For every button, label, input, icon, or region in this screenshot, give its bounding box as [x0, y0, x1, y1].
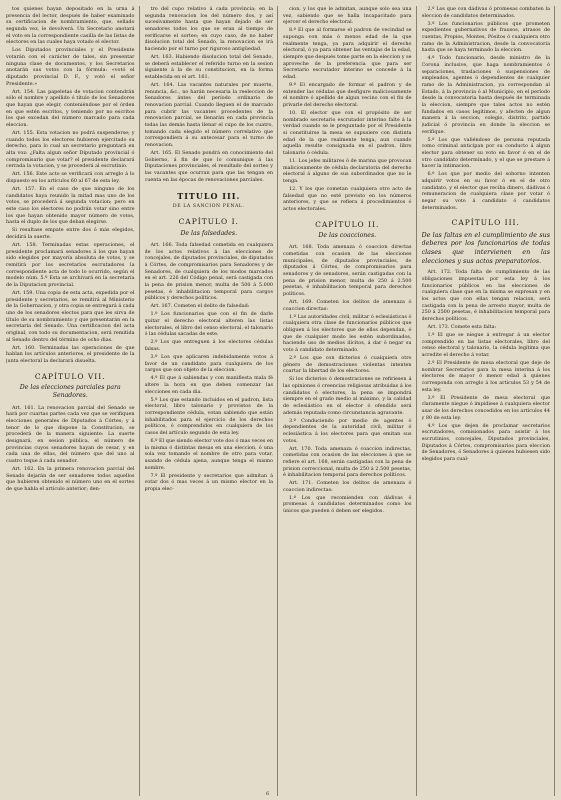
paragraph: 11. Los jefes militares ó de marina que provocan maliciosamente de cédula declaratoria del derecho electoral á alguno de sus subordinados que no le tenga. [283, 157, 412, 184]
paragraph: 1.º El que se niegue á entregar á un elector comprendido en las listas electorales, libro del censo electoral y talonario, la cédula legítima que acredite el derecho á votar. [421, 331, 550, 358]
paragraph: Art. 172. Toda falta de cumplimiento de las obligaciones impuestas por esta ley á los funcionarios públicos en las elecciones de cualquiera clase que en la misma se expresan y en los actos que con ellas tengan relacion, será castigada con la pena de arresto mayor, multa de 250 á 2500 pesetas, é inhabilitacion temporal para derechos políticos. [421, 269, 550, 323]
paragraph: Art. 171. Cometen los delitos de amenaza ó coaccion indirectas: [283, 480, 412, 493]
paragraph: 2.º Los que con dicterios ó cualquiera otro género de demostraciones violentas intenten coartar la libertad de los electores. [283, 354, 412, 375]
paragraph: Los Diputados provinciales y el Presidente votarán con el carácter de tales, sin presentar ninguna clase de documentos, y los Secretarios anotarán sus votos con la fórmula: «votó el diputado provincial D. F., y votó el señor Presidente.» [6, 47, 135, 87]
chapter-heading: CAPÍTULO II. [315, 219, 380, 229]
paragraph: 6.º Los que por medio del soborno intenten adquirir votos en su favor ó en el de otro candidato, y el elector que reciba dinero, dádivas ó remuneracion de cualquiera clase por votar ó negar su voto á candidato ó candidatos determinados. [421, 171, 550, 211]
paragraph: 4.º Todo funcionario, desde ministro de la Corona inclusive, que haga nombramientos ó separaciones, traslaciones ó suspensiones de empleados, agentes ó dependientes de cualquier ramo de la Administracion, ya correspondan al Estado, á la provincia ó al Municipio, en el período desde la convocatoria hasta después de terminada la eleccion, siempre que tales actos no estén fundados en casos legítimos, y afecten de algun manera á la seccion, colegio, distrito, partido judicial ó provincia en donde la eleccion se verifique. [421, 55, 550, 135]
paragraph: Art. 159. Una copia de esta acta, expedida por el presidente y secretarios, se remitirá al Ministerio de la Gobernacion, y otra copia se entregará á cada uno de los senadores electos para que les sirva de título de su nombramiento y que presentarán en la secretaría del Senado. Una certificacion del acta original, con todo su documentacion, será remitida al Senado dentro del término de ocho dias. [6, 289, 135, 343]
paragraph: 1.º Las autoridades civil, militar ó eclesiásticas ó cualquiera otra clase de funcionarios públicos que obliguen á los electores que de ellos dependan, ó que de cualquier modo les estén subordinados, haciendo uso de medios ilícitos, á dar ó negar su voto á candidato determinado. [283, 313, 412, 353]
paragraph: 1.º Los funcionarios que con el fin de darle quitar el derecho electoral alteren las listas electorales, el libro del censo electoral, el talonario ó las cédulas sacadas de este. [144, 311, 273, 338]
paragraph: Art. 157. En el caso de que ninguno de los candidatos haya reunido la mitad mas uno de los votos, se procederá á segunda votacion; pero en este caso los electores no podrán votar sino entre los que hayan obtenido mayor número de votos, hasta el duplo de los que deban elegirse. [6, 185, 135, 226]
paragraph: cion, y los que le admitan, aunque solo sea una vez, sabiendo que se halla incapacitado para ejercer el derecho electoral. [283, 6, 412, 26]
text-column-2 [145, 6, 279, 796]
paragraph: Art. 154. Las papeletas de votacion contendrán sólo el nombre y apellido ó título de los Senadores que hayan que elegir, conteniéndose por el órden en que estén escritos, y teniendo por no escritos los que excedan del número marcado para cada eleccion. [6, 88, 135, 129]
paragraph: Art. 165. El Senado pondrá en conocimiento del Gobierno, á fin de que lo comunique á las Diputaciones provinciales, el resultado del sorteo y las vacantes que ocurran para que las tengan en cuenta en las épocas de renovaciones parciales. [144, 150, 273, 183]
chapter-heading: CAPÍTULO III. [451, 218, 520, 228]
chapter-title: De las faltas en el cumplimiento de sus deberes por los funcionarios de todas clases que intervienen en las elecciones y sus actos preparatorios. [421, 230, 550, 265]
paragraph: Art. 170. Toda amenaza ó coaccion indirectas, cometidas con ocasion de las elecciones á que se refiere el art. 168, serán castigadas con la pena de prision correccional, multa de 250 á 2.500 pesetas, é inhabilitacion temporal para derechos políticos. [283, 445, 412, 479]
paragraph: Art. 160. Terminadas las operaciones de que hablan los artículos anteriores, el presidente de la junta electoral la declarará disuelta. [6, 344, 135, 364]
text-column-1 [6, 6, 140, 796]
paragraph: Art. 169. Cometen los delitos de amenaza ó coaccion directas: [283, 298, 412, 312]
paragraph: Si resultase empate entre dos ó más elegidos, decidirá la suerte. [6, 227, 135, 240]
paragraph: 6.º El que siendo elector vote dos ó mas veces en la misma ó distintas mesas en una eleccion, ó una sola vez tomando el nombre de otro para votar, usando de cédula ajena, aunque tenga el mismo nombre. [144, 437, 273, 471]
paragraph: 10. El elector que con el propósito de ser nombrado secretario escrutador interino falte á la verdad cuando se le preguntado por el Presidente si constituirse la mesa se supusiere con distinta edad de la que realmente tenga, aun cuando aquella resulte consignada en el padron, libro talonario ó cédula. [283, 109, 412, 156]
paragraph: Art. 164. Las vacantes naturales por muerte, renuncia, &c., no harán necesaria la reeleccion de Senadores ántes del período ordinario de renovacion parcial. Cuando lleguen el de marcado para cubrir las vacantes procedentes de la renovacion parcial, se llenarán en cada provincia todas las demás hasta llenar el cupo de los cuatro, tomando cada elegido el número correlativo que correspondiera á su antecesar para el turno de renovacion. [144, 81, 273, 149]
paragraph: 3.º Los funcionarios públicos que prometen expedientes gubernativos de frausos, atrasos de cuentas, Propios, Montes, Pósitos ó cualquiera otro ramo de la Administracion, desde la convocatoria hasta que se haya terminado la eleccion. [421, 20, 550, 54]
paragraph: 4.º El que á sabiendas y con manifiesta mala fé altere la hora en que deben comenzar las elecciones en cada dia. [144, 375, 273, 395]
text-column-4 [422, 6, 556, 796]
chapter-heading: CAPÍTULO VII. [34, 371, 106, 381]
paragraph: Art. 156. Este acto se verificará con arreglo á lo dispuesto en los artículos 60 al 67 de esta ley. [6, 171, 135, 184]
section-subtitle: DE LA SANCION PENAL. [172, 204, 245, 210]
paragraph: 4.º Los que dejen de proclamar secretarios escrutadores, comisionados para asistir á los escrutinios, concejales, Diputados provinciales, Diputados á Córtes, compromisarios para eleccion de Senadores, ó Senadores á quienes hubiesen sido elegidos para cual- [421, 422, 550, 462]
paragraph: Art. 162. En la primera renovacion parcial del Senado dejarán de ser senadores todos aquellos que hubieren obtenido el número uno en el sorteo de que habla el artículo anterior; den- [6, 465, 135, 492]
paragraph: tro del cupo relativo á cada provincia; en la segunda renovacion los del número dos, y así sucesivamente hasta que hayan dejado de ser senadores todos los que se eran al tiempo de verificarse el sorteo; en cuyo caso, de no haber disolucion total del Senado, la renovacion se irá haciendo por el turno por riguroso antigüedad. [144, 6, 273, 53]
chapter-title: De las coacciones. [318, 231, 377, 239]
paragraph: 8.º El que al formarse el padron de vecindad se suponga con más ó menos edad de la que realmente tenga, ya para adquirir el derecho electoral, ó ya para obtener las ventajas de la edad, siempre que después tome parte en la eleccion y se aproveche de la preferencia que para ser Secretario escrutador interino se concede á la edad. [283, 27, 412, 81]
paragraph: 2.º Los que entreguen á los electores cédulas falsas. [144, 339, 273, 353]
paragraph: Si los dicterios ó demostraciones se refiriesen á las opiniones ó creencias religiosas atribuidas á los candidatos ó electores, la pena se impondrá siempre en el grado medio al máximo, y la calidad de eclesiástico en el elector ó ofendido será además reputada como circunstancia agravante. [283, 376, 412, 416]
paragraph: Art. 163. Habiendo disolucion total del Senado, se deberá establecer el referido turno en la sesion siguiente á la de su constitucion, en la forma establecida en el art. 161. [144, 54, 273, 81]
paragraph: Art. 155. Esta votacion no podrá suspenderse; y cuando todos los electores hubieren ejercitado su derecho, para lo cual un secretario preguntará en alta voz: ¿Falta algun señor Diputado provincial ó compromisario que votar? el presidente declarará cerrada la votacion, y se procederá al escrutinio. [6, 129, 135, 170]
paragraph: 3.º Conduciendo por medio de agentes ó dependientes de la autoridad civil, militar ó eclesiástica á los electores para que emitan sus votos. [283, 417, 412, 444]
paragraph: 3.º Los que aplicaren indebidamente votos á favor de un candidato para cualquiera de los cargos que son objeto de la eleccion. [144, 354, 273, 374]
paragraph: 5.º Los que estando incluidos en el padron, lista electoral, libro talonario y provistos de la correspondiente cédula, votan sabiendo que están inhabilitados para el ejercicio de los derechos políticos, ó comprendidos en cualquiera de los casos del artículo segundo de esta ley. [144, 396, 273, 436]
chapter-heading: CAPÍTULO I. [178, 217, 239, 227]
paragraph: 2.º Los que con dádivas ó promesas combaten la eleccion de candidatos determinados. [421, 6, 550, 19]
paragraph: 1.º Los que recomienden con dádivas ó promesas á candidatos determinados como los únicos que pueden ó deben ser elegidos. [283, 494, 412, 515]
text-column-3 [283, 6, 417, 796]
paragraph: 12. Y los que cometan cualquiera otro acto de falsedad que no esté previsto en los números anteriores, y que se refiera á procedimientos ó actos electorales. [283, 185, 412, 212]
paragraph: Art. 166. Toda falsedad cometida en cualquiera de los actos relativos á las elecciones de concejales, de diputados provinciales, de diputados á Córtes, de compromisarios para Senadores y de Senadores, de cualquiera de los modos marcados en el art. 226 del Código penal, será castigada con la pena de prision menor, multa de 500 á 5.000 pesetas, é inhabilitacion temporal para cargos públicos y derechos políticos. [144, 242, 273, 302]
paragraph: Art. 167. Cometen el delito de falsedad: [150, 303, 250, 310]
page-number: 6 [266, 791, 270, 797]
paragraph: Art. 161. La renovacion parcial del Senado se hará por cuartas partes cada vez que se verifiquen elecciones generales de Diputados á Córtes; y á tenor de lo que dispone la Constitucion, se procederá de la manera siguiente: La suerte designará, en sesion pública, el número de provincias cuyos senadores hayan de cesar, y en cada una de ellas, del número que del uno al cuatro toque á cada senador. [6, 404, 135, 465]
paragraph: 7.º El presidente y secretarios que admitan á votar dos ó mas veces á un mismo elector en la propia elec- [144, 472, 273, 492]
paragraph: 2.º El Presidente de mesa electoral que deje de nombrar Secretarios para la mesa interina á los electores de mayor ó menor edad á quienes corresponda con arreglo á los artículos 53 y 54 de esta ley. [421, 359, 550, 393]
paragraph: tos quienes hayan depositado en la urna á presencia del lector, después de haber examinado su certificacion de nombramiento, que, sellado segunda vez, le devolverá. Un Secretario anotará el voto en la correspondiente casilla de las listas de electores en las cuales haya votado el elector. [6, 6, 135, 46]
chapter-title: De las elecciones parciales para Senadores. [19, 383, 121, 400]
paragraph: Art. 158. Terminadas estas operaciones, el presidente proclamará senadores á los que hayan sido elegidos por mayoría absoluta de votos, y se remitirá por los secretarios escrutadores la correspondiente acta de todo lo ocurrido, según el modelo núm. 5.º Esta se archivará en la secretaría de la Diputacion provincial. [6, 241, 135, 288]
paragraph: 9.º El encargado de formar el padron y de extender las cédulas que desfigure maliciosamente el nombre ó apellido de algun vecino con el fin de privarle del derecho electoral. [283, 81, 412, 108]
chapter-title: De las falsedades. [180, 229, 238, 237]
paragraph: 3.º El Presidente de mesa electoral que claramente niegue ó impidiese á cualquiera elector usar de los derechos concedidos en los artículos 44 y 80 de esta ley. [421, 394, 550, 421]
paragraph: 5.º Los que valiéndose de persona reputada como criminal anticipan por su conducto á algun elector para obtener su voto en favor ó en el de otro candidato determinado, y el que se prestare á hacer la intimacion. [421, 136, 550, 170]
section-title: TITULO III. [177, 191, 241, 202]
paragraph: Art. 168. Toda amenaza ó coaccion directas cometidas con ocasion de las elecciones municipales, de diputados provinciales, de diputados á Córtes, de compromisarios para senadores y de senadores, serán castigadas con la pena de prision menor, multa de 250 á 2.500 pesetas, é inhabilitacion temporal para derechos políticos. [283, 244, 412, 297]
paragraph: Art. 173. Comete esta falta: [427, 324, 497, 331]
